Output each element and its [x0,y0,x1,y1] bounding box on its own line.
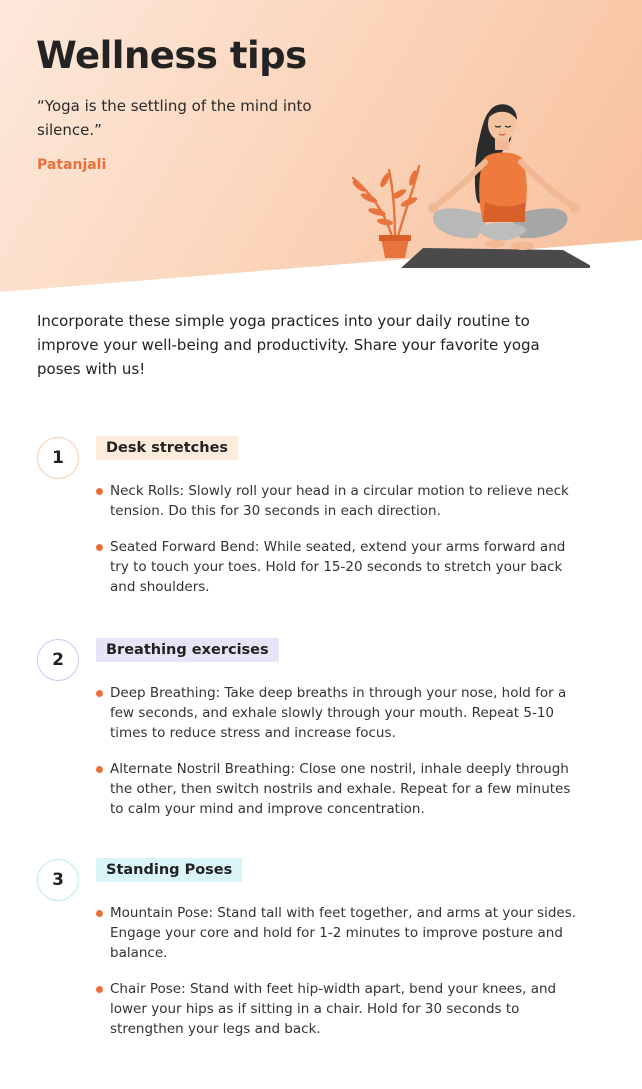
section-number: 1 [37,437,79,479]
section-title: Standing Poses [96,858,242,882]
bullet-icon [96,986,103,993]
list-item [96,759,586,819]
quote-text: “Yoga is the settling of the mind into silence.” [37,97,312,139]
list-item [96,903,586,963]
bullet-icon [96,544,103,551]
quote-author: Patanjali [37,157,107,173]
section-title: Breathing exercises [96,638,279,662]
tip-text: Alternate Nostril Breathing: Close one nostril, inhale deeply through the other, then switch nostrils and exhale. Repeat for a few minutes to calm your mind and improve concentration. [110,761,571,817]
bullet-icon [96,690,103,697]
tip-list [96,481,586,613]
yoga-mat-icon [401,248,590,268]
yoga-illustration [345,90,590,272]
page-title: Wellness tips [36,34,307,77]
tip-list [96,683,586,835]
list-item [96,979,586,1039]
tip-text: Chair Pose: Stand with feet hip-width apart, bend your knees, and lower your hips as if sitting in a chair. Hold for 30 seconds to strengthen your legs and back. [110,981,557,1037]
meditating-woman-icon [428,104,580,250]
section-title: Desk stretches [96,436,238,460]
tip-text: Seated Forward Bend: While seated, extend your arms forward and try to touch your toes. Hold for 15-20 seconds to stretch your back and shoulders. [110,539,566,595]
list-item [96,481,586,521]
tip-text: Neck Rolls: Slowly roll your head in a circular motion to relieve neck tension. Do this for 30 seconds in each direction. [110,483,569,519]
list-item [96,537,586,597]
potted-plant-icon [351,166,419,258]
intro-paragraph: Incorporate these simple yoga practices into your daily routine to improve your well-being and productivity. Share your favorite yoga poses with us! [37,312,540,378]
bullet-icon [96,910,103,917]
section-number: 3 [37,859,79,901]
tip-list [96,903,586,1055]
bullet-icon [96,766,103,773]
section-number: 2 [37,639,79,681]
list-item [96,683,586,743]
tip-text: Mountain Pose: Stand tall with feet together, and arms at your sides. Engage your core and hold for 1-2 minutes to improve posture and balance. [110,905,577,961]
bullet-icon [96,488,103,495]
tip-text: Deep Breathing: Take deep breaths in through your nose, hold for a few seconds, and exhale slowly through your mouth. Repeat 5-10 times to reduce stress and increase focus. [110,685,567,741]
